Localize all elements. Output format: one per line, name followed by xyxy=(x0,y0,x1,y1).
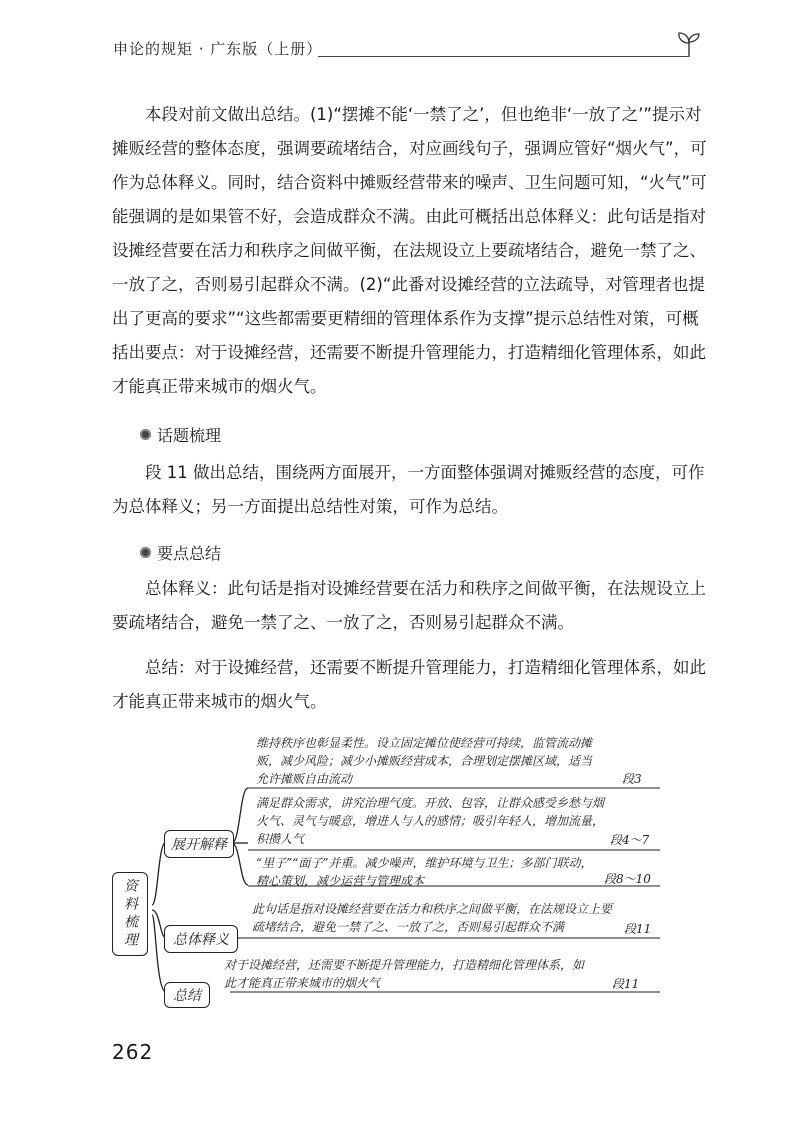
expand-item-ref: 段8～10 xyxy=(604,872,651,886)
sprout-icon xyxy=(676,30,702,58)
heading-text: 要点总结 xyxy=(157,544,222,563)
paragraph-overall-meaning: 总体释义：此句话是指对设摊经营要在活力和秩序之间做平衡，在法规设立上要疏堵结合，避免一禁了之、一放了之，否则易引起群众不满。 xyxy=(112,579,706,632)
expand-item-ref: 段4～7 xyxy=(610,833,650,847)
paragraph-topic: 段 11 做出总结，围绕两方面展开，一方面整体强调对摊贩经营的态度，可作为总体释义；另一方面提出总结性对策，可作为总结。 xyxy=(112,463,705,516)
paragraph-analysis: 本段对前文做出总结。(1)“摆摊不能‘一禁了之’，但也绝非‘一放了之’”提示对摊贩经营的整体态度，强调要疏堵结合，对应画线句子，强调应管好“烟火气”，可作为总体释义。同时，结合资料中摊贩经营带来的噪声、卫生问题可知，“火气”可能强调的是如果管不好，会造成群众不满。由此可概括出总体释义：此句话是指对设摊经营要在活力和秩序之间做平衡，在法规设立上要疏堵结合，避免一禁了之、一放了之，否则易引起群众不满。(2)“此番对设摊经营的立法疏导，对管理者也提出了更高的要求”“这些都需要更精细的管理体系作为支撑”提示总结性对策，可概括出要点：对于设摊经营，还需要不断提升管理能力，打造精细化管理体系，如此才能真正带来城市的烟火气。 xyxy=(112,105,707,396)
heading-text: 话题梳理 xyxy=(157,426,222,445)
section-heading-topic xyxy=(140,423,221,446)
expand-item-ref: 段3 xyxy=(622,772,642,786)
section-heading-points xyxy=(140,541,221,564)
bullet-icon xyxy=(140,547,151,558)
mind-map-node-summary: 总结 xyxy=(164,982,210,1008)
overall-item-text: 此句话是指对设摊经营要在活力和秩序之间做平衡，在法规设立上要疏堵结合，避免一禁了之、一放了之，否则易引起群众不满 xyxy=(252,902,613,934)
bullet-icon xyxy=(140,429,151,440)
expand-item-text: 满足群众需求，讲究治理气度。开放、包容，让群众感受乡愁与烟火气、灵气与暖意，增进人与人的感情；吸引年轻人，增加流量，积攒人气 xyxy=(256,796,605,846)
mind-map xyxy=(100,720,660,1020)
summary-item-text: 对于设摊经营，还需要不断提升管理能力，打造精细化管理体系，如此才能真正带来城市的烟火气 xyxy=(224,958,585,990)
summary-item-ref: 段11 xyxy=(612,977,640,991)
page-number: 262 xyxy=(112,1040,154,1064)
mind-map-node-expand: 展开解释 xyxy=(164,830,234,858)
mind-map-root: 资料梳理 xyxy=(112,872,148,956)
running-header: 申论的规矩 · 广东版（上册） xyxy=(113,40,323,58)
header-rule xyxy=(318,56,688,57)
expand-item-text: 维持秩序也彰显柔性。设立固定摊位使经营可持续，监管流动摊贩，减少风险；减少小摊贩经营成本，合理划定摆摊区域，适当允许摊贩自由流动 xyxy=(256,736,593,786)
paragraph-summary: 总结：对于设摊经营，还需要不断提升管理能力，打造精细化管理体系，如此才能真正带来城市的烟火气。 xyxy=(112,658,706,711)
overall-item-ref: 段11 xyxy=(624,922,652,936)
mind-map-node-overall: 总体释义 xyxy=(164,925,238,953)
expand-item-text: “里子”“面子”并重。减少噪声，维护环境与卫生；多部门联动，精心策划，减少运营与管理成本 xyxy=(256,856,593,888)
